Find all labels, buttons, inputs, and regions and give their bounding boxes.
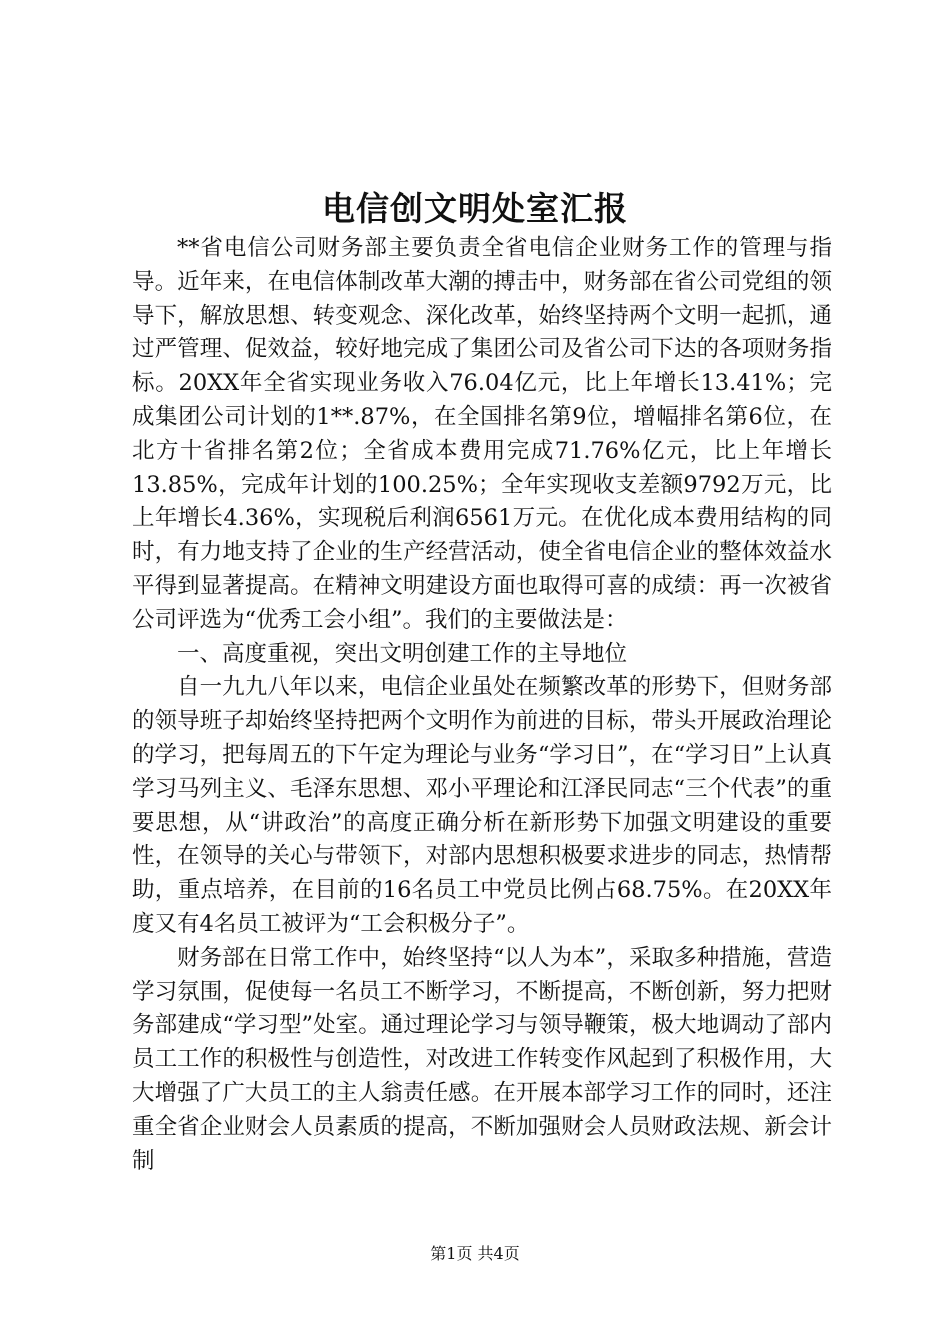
section-heading-1: 一、高度重视，突出文明创建工作的主导地位 xyxy=(177,640,628,667)
document-title: 电信创文明处室汇报 xyxy=(322,189,628,228)
document-body xyxy=(132,232,832,1178)
paragraph-section-1-b: 财务部在日常工作中，始终坚持“以人为本”，采取多种措施，营造学习氛围，促使每一名员工不断学习，不断提高，不断创新，努力把财务部建成“学习型”处室。通过理论学习与领导鞭策，极大地调动了部内员工工作的积极性与创造性，对改进工作转变作风起到了积极作用，大大增强了广大员工的主人翁责任感。在开展本部学习工作的同时，还注重全省企业财会人员素质的提高，不断加强财会人员财政法规、新会计制 xyxy=(132,944,832,1174)
paragraph-section-1-a: 自一九九八年以来，电信企业虽处在频繁改革的形势下，但财务部的领导班子却始终坚持把两个文明作为前进的目标，带头开展政治理论的学习，把每周五的下午定为理论与业务“学习日”，在“学习日”上认真学习马列主义、毛泽东思想、邓小平理论和江泽民同志“三个代表”的重要思想，从“讲政治”的高度正确分析在新形势下加强文明建设的重要性，在领导的关心与带领下，对部内思想积极要求进步的同志，热情帮助，重点培养，在目前的16名员工中党员比例占68.75%。在20XX年度又有4名员工被评为“工会积极分子”。 xyxy=(132,674,832,937)
paragraph-intro: **省电信公司财务部主要负责全省电信企业财务工作的管理与指导。近年来，在电信体制改革大潮的搏击中，财务部在省公司党组的领导下，解放思想、转变观念、深化改革，始终坚持两个文明一起抓，通过严管理、促效益，较好地完成了集团公司及省公司下达的各项财务指标。20XX年全省实现业务收入76.04亿元，比上年增长13.41%；完成集团公司计划的1**.87%，在全国排名第9位，增幅排名第6位，在北方十省排名第2位；全省成本费用完成71.76%亿元，比上年增长13.85%，完成年计划的100.25%；全年实现收支差额9792万元，比上年增长4.36%，实现税后利润6561万元。在优化成本费用结构的同时，有力地支持了企业的生产经营活动，使全省电信企业的整体效益水平得到显著提高。在精神文明建设方面也取得可喜的成绩：再一次被省公司评选为“优秀工会小组”。我们的主要做法是： xyxy=(132,235,832,633)
page-number: 第1页 共4页 xyxy=(430,1244,520,1263)
